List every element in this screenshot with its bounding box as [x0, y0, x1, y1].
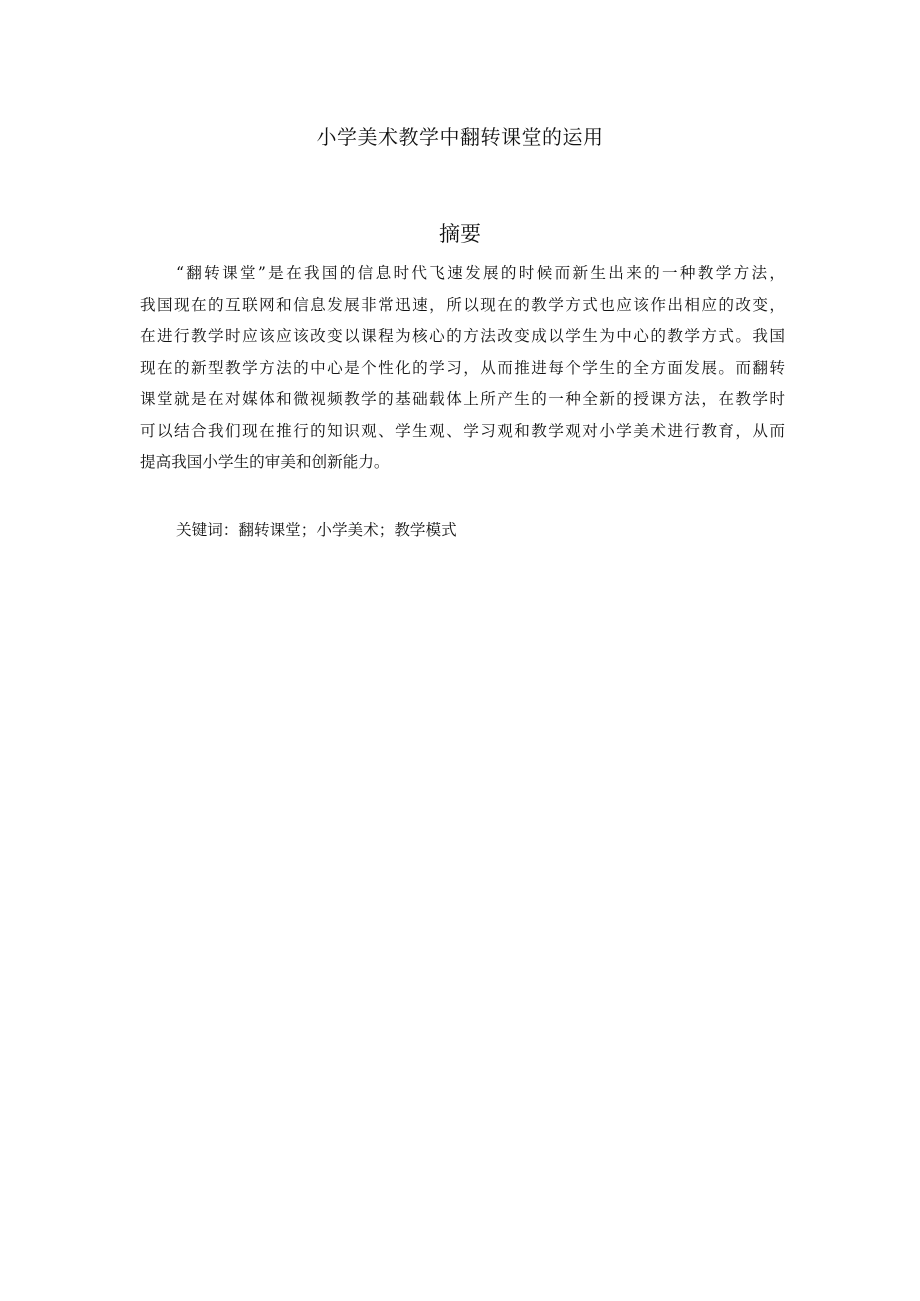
abstract-line: 我国现在的互联网和信息发展非常迅速，所以现在的教学方式也应该作出相应的改变，	[140, 295, 785, 314]
keywords-label: 关键词：	[176, 521, 239, 539]
keywords-items: 翻转课堂；小学美术；教学模式	[238, 521, 457, 539]
abstract-paragraph	[140, 258, 785, 479]
abstract-heading: 摘要	[439, 222, 481, 246]
paper-title: 小学美术教学中翻转课堂的运用	[316, 125, 604, 149]
abstract-line: 在进行教学时应该应该改变以课程为核心的方法改变成以学生为中心的教学方式。我国	[140, 327, 785, 345]
abstract-line: “翻转课堂”是在我国的信息时代飞速发展的时候而新生出来的一种教学方法，	[176, 264, 785, 282]
abstract-line: 可以结合我们现在推行的知识观、学生观、学习观和教学观对小学美术进行教育，从而	[140, 421, 785, 440]
keywords-line	[176, 516, 457, 544]
abstract-line: 提高我国小学生的审美和创新能力。	[140, 453, 390, 471]
abstract-line: 课堂就是在对媒体和微视频教学的基础载体上所产生的一种全新的授课方法，在教学时	[140, 390, 785, 408]
abstract-line: 现在的新型教学方法的中心是个性化的学习，从而推进每个学生的全方面发展。而翻转	[140, 358, 785, 377]
